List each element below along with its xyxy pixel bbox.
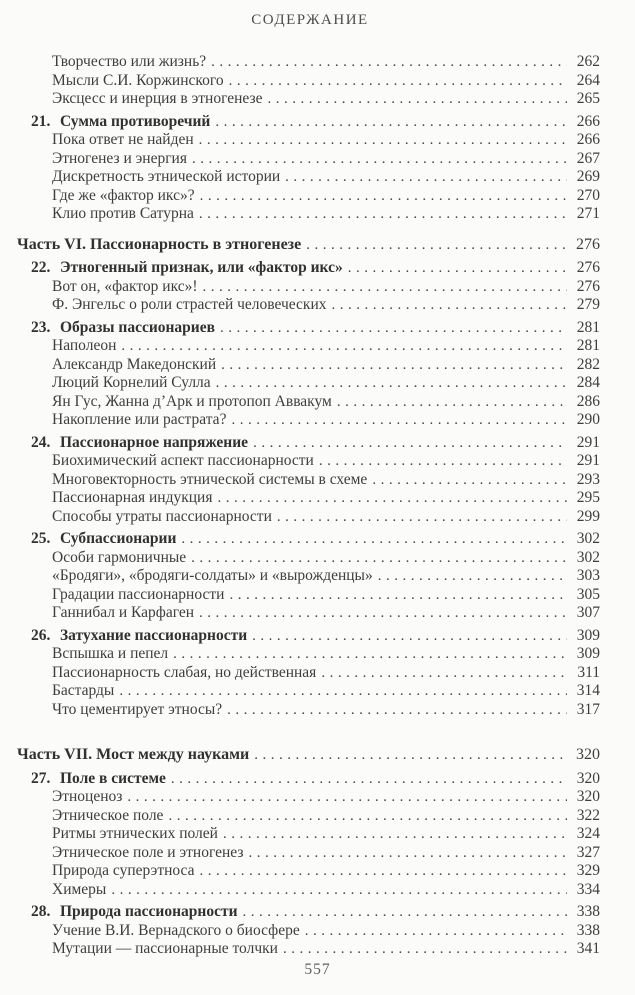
toc-sub-row [0, 168, 600, 187]
toc-sub-row [0, 187, 600, 206]
entry-page: 262 [576, 53, 600, 70]
toc-part-row [0, 236, 600, 255]
toc-sub-row [0, 586, 600, 605]
toc-sub-row [0, 825, 600, 844]
page-number: 557 [304, 961, 331, 978]
dot-leader [211, 374, 567, 393]
entry-label: Накопление или растрата? [52, 411, 227, 428]
chapter-number: 28. [31, 903, 51, 920]
entry-page: 320 [576, 769, 600, 787]
toc-sub-row [0, 356, 600, 375]
entry-label: Этноценоз [52, 788, 123, 805]
entry-label: Затухание пассионарности [60, 626, 248, 644]
chapter-number: 22. [31, 259, 51, 276]
dot-leader [238, 903, 567, 922]
entry-label: Часть VII. Мост между науками [17, 746, 250, 763]
toc-chapter-row [0, 113, 600, 132]
entry-page: 329 [576, 862, 600, 879]
dot-leader [106, 881, 567, 900]
entry-page: 303 [576, 567, 600, 584]
entry-label: Субпассионарии [60, 530, 177, 547]
toc-sub-row [0, 205, 600, 224]
dot-leader [195, 187, 567, 206]
dot-leader [243, 844, 567, 863]
dot-leader [194, 205, 567, 224]
toc-sub-row [0, 278, 600, 297]
dot-leader [263, 90, 568, 109]
toc-sub-row [0, 374, 600, 393]
dot-leader [343, 259, 567, 278]
dot-leader [367, 471, 567, 490]
entry-page: 324 [576, 825, 600, 842]
entry-page: 309 [576, 645, 600, 662]
entry-page: 282 [576, 355, 600, 373]
entry-label: Эксцесс и инерция в этногенезе [52, 90, 263, 107]
entry-page: 309 [576, 626, 600, 644]
entry-page: 295 [576, 489, 600, 506]
dot-leader [212, 489, 567, 508]
entry-page: 276 [576, 259, 600, 276]
toc-sub-row [0, 508, 600, 527]
entry-page: 265 [576, 90, 600, 107]
entry-label: Пассионарная индукция [52, 489, 213, 506]
entry-page: 281 [576, 318, 600, 336]
entry-page: 311 [577, 663, 600, 681]
entry-label: Где же «фактор икс»? [52, 186, 195, 204]
entry-label: Сумма противоречий [60, 112, 211, 130]
entry-label: Ганнибал и Карфаген [52, 604, 195, 621]
entry-label: Пассионарность слабая, но действенная [52, 663, 317, 681]
dot-leader [215, 319, 567, 338]
toc-sub-row [0, 72, 600, 91]
entry-label: Этногенный признак, или «фактор икс» [60, 259, 343, 276]
entry-label: Природа пассионарности [60, 903, 238, 920]
dot-leader [187, 150, 567, 169]
chapter-number: 26. [31, 626, 51, 644]
entry-label: Клио против Сатурна [52, 205, 194, 222]
dot-leader [194, 862, 567, 881]
entry-label: Вот он, «фактор икс»! [52, 277, 198, 295]
dot-leader [163, 807, 567, 826]
entry-page: 286 [576, 392, 600, 410]
entry-label: Образы пассионариев [60, 318, 215, 336]
entry-page: 266 [576, 112, 600, 130]
entry-page: 291 [576, 433, 600, 451]
entry-label: Способы утраты пассионарности [52, 507, 272, 525]
dot-leader [114, 682, 567, 701]
entry-page: 271 [576, 205, 600, 222]
toc-sub-row [0, 807, 600, 826]
dot-leader [314, 452, 567, 471]
entry-label: Пассионарное напряжение [60, 433, 249, 451]
toc-sub-row [0, 664, 600, 683]
entry-label: Этническое поле и этногенез [52, 843, 244, 861]
entry-page: 307 [576, 604, 600, 621]
entry-page: 320 [576, 788, 600, 805]
dot-leader [316, 664, 567, 683]
entry-label: Ритмы этнических полей [52, 825, 218, 842]
entry-page: 302 [576, 530, 600, 547]
dot-leader [222, 701, 567, 720]
dot-leader [278, 940, 567, 959]
toc-chapter-row [0, 627, 600, 646]
entry-label: Биохимический аспект пассионарности [52, 452, 314, 469]
toc-chapter-row [0, 319, 600, 338]
dot-leader [272, 508, 567, 527]
toc-sub-row [0, 393, 600, 412]
dot-leader [216, 356, 567, 375]
dot-leader [210, 113, 567, 132]
dot-leader [218, 825, 567, 844]
toc-chapter-row [0, 903, 600, 922]
dot-leader [206, 53, 567, 72]
entry-page: 291 [576, 452, 600, 469]
entry-page: 327 [576, 843, 600, 861]
chapter-number: 27. [31, 769, 51, 787]
toc-sub-row [0, 549, 600, 568]
entry-label: Ф. Энгельс о роли страстей человеческих [52, 296, 327, 313]
entry-label: Этногенез и энергия [52, 149, 187, 167]
entry-label: Часть VI. Пассионарность в этногенезе [17, 235, 302, 253]
entry-page: 281 [576, 337, 600, 354]
entry-page: 302 [576, 548, 600, 566]
toc-chapter-row [0, 259, 600, 278]
entry-label: Мысли С.И. Коржинского [52, 71, 224, 89]
toc-sub-row [0, 682, 600, 701]
entry-label: Мутации — пассионарные толчки [52, 940, 278, 957]
entry-page: 264 [576, 71, 600, 89]
entry-label: Александр Македонский [52, 355, 217, 373]
entry-label: Дискретность этнической истории [52, 168, 281, 185]
entry-label: Поле в системе [60, 769, 166, 787]
dot-leader [198, 278, 567, 297]
entry-page: 270 [576, 186, 600, 204]
entry-page: 338 [576, 921, 600, 939]
toc-sub-row [0, 701, 600, 720]
entry-label: Химеры [52, 880, 107, 898]
entry-page: 341 [576, 940, 600, 957]
entry-label: Этническое поле [52, 806, 164, 824]
dot-leader [247, 627, 567, 646]
entry-page: 320 [576, 746, 600, 763]
dot-leader [166, 770, 567, 789]
entry-label: Пока ответ не найден [52, 131, 194, 148]
toc-sub-row [0, 471, 600, 490]
entry-page: 314 [576, 682, 600, 699]
toc-sub-row [0, 90, 600, 109]
toc-sub-row [0, 337, 600, 356]
entry-label: «Бродяги», «бродяги-солдаты» и «вырожденцы» [52, 567, 373, 584]
entry-page: 317 [576, 700, 600, 718]
toc-sub-row [0, 131, 600, 150]
entry-label: Творчество или жизнь? [52, 53, 207, 70]
toc-sub-row [0, 150, 600, 169]
entry-label: Градации пассионарности [52, 585, 225, 603]
entry-label: Учение В.И. Вернадского о биосфере [52, 921, 300, 939]
entry-label: Ян Гус, Жанна д’Арк и протопоп Аввакум [52, 392, 332, 410]
toc-sub-row [0, 411, 600, 430]
entry-page: 279 [576, 296, 600, 313]
entry-label: Вспышка и пепел [52, 645, 169, 662]
toc-sub-row [0, 604, 600, 623]
dot-leader [300, 922, 567, 941]
dot-leader [332, 393, 567, 412]
toc-chapter-row [0, 434, 600, 453]
toc-sub-row [0, 788, 600, 807]
toc-sub-row [0, 53, 600, 72]
entry-page: 269 [576, 168, 600, 185]
toc-sub-row [0, 844, 600, 863]
entry-page: 338 [576, 903, 600, 920]
toc-sub-row [0, 567, 600, 586]
toc-sub-row [0, 922, 600, 941]
entry-label: Что цементирует этносы? [52, 700, 223, 718]
chapter-number: 21. [31, 112, 51, 130]
entry-page: 284 [576, 374, 600, 391]
entry-page: 266 [576, 131, 600, 148]
dot-leader [248, 434, 567, 453]
dot-leader [280, 168, 567, 187]
entry-page: 267 [576, 149, 600, 167]
dot-leader [224, 72, 567, 91]
toc-chapter-row [0, 770, 600, 789]
toc-part-row [0, 746, 600, 765]
entry-label: Бастарды [52, 682, 115, 699]
entry-page: 299 [576, 507, 600, 525]
toc-sub-row [0, 862, 600, 881]
entry-label: Особи гармоничные [52, 548, 187, 566]
dot-leader [176, 530, 567, 549]
toc-sub-row [0, 940, 600, 959]
dot-leader [301, 236, 567, 255]
dot-leader [194, 604, 567, 623]
dot-leader [194, 131, 567, 150]
dot-leader [327, 296, 567, 315]
chapter-number: 24. [31, 433, 51, 451]
toc-chapter-row [0, 530, 600, 549]
chapter-number: 25. [31, 530, 51, 547]
dot-leader [186, 549, 567, 568]
toc-sub-row [0, 489, 600, 508]
dot-leader [122, 788, 567, 807]
chapter-number: 23. [31, 318, 51, 336]
dot-leader [373, 567, 567, 586]
entry-page: 305 [576, 585, 600, 603]
entry-label: Люций Корнелий Сулла [52, 374, 211, 391]
toc-sub-row [0, 645, 600, 664]
entry-label: Наполеон [52, 337, 117, 354]
dot-leader [224, 586, 567, 605]
entry-page: 290 [576, 411, 600, 428]
entry-label: Природа суперэтноса [52, 862, 195, 879]
entry-page: 276 [576, 277, 600, 295]
entry-page: 322 [576, 806, 600, 824]
dot-leader [168, 645, 567, 664]
toc-sub-row [0, 881, 600, 900]
entry-page: 334 [576, 880, 600, 898]
toc-sub-row [0, 452, 600, 471]
dot-leader [116, 337, 567, 356]
dot-leader [226, 411, 567, 430]
entry-page: 276 [576, 235, 600, 253]
toc-sub-row [0, 296, 600, 315]
page-title: СОДЕРЖАНИЕ [251, 12, 369, 28]
toc-list [0, 53, 600, 959]
dot-leader [249, 746, 567, 765]
entry-label: Многовекторность этнической системы в схеме [52, 470, 368, 488]
entry-page: 293 [576, 470, 600, 488]
